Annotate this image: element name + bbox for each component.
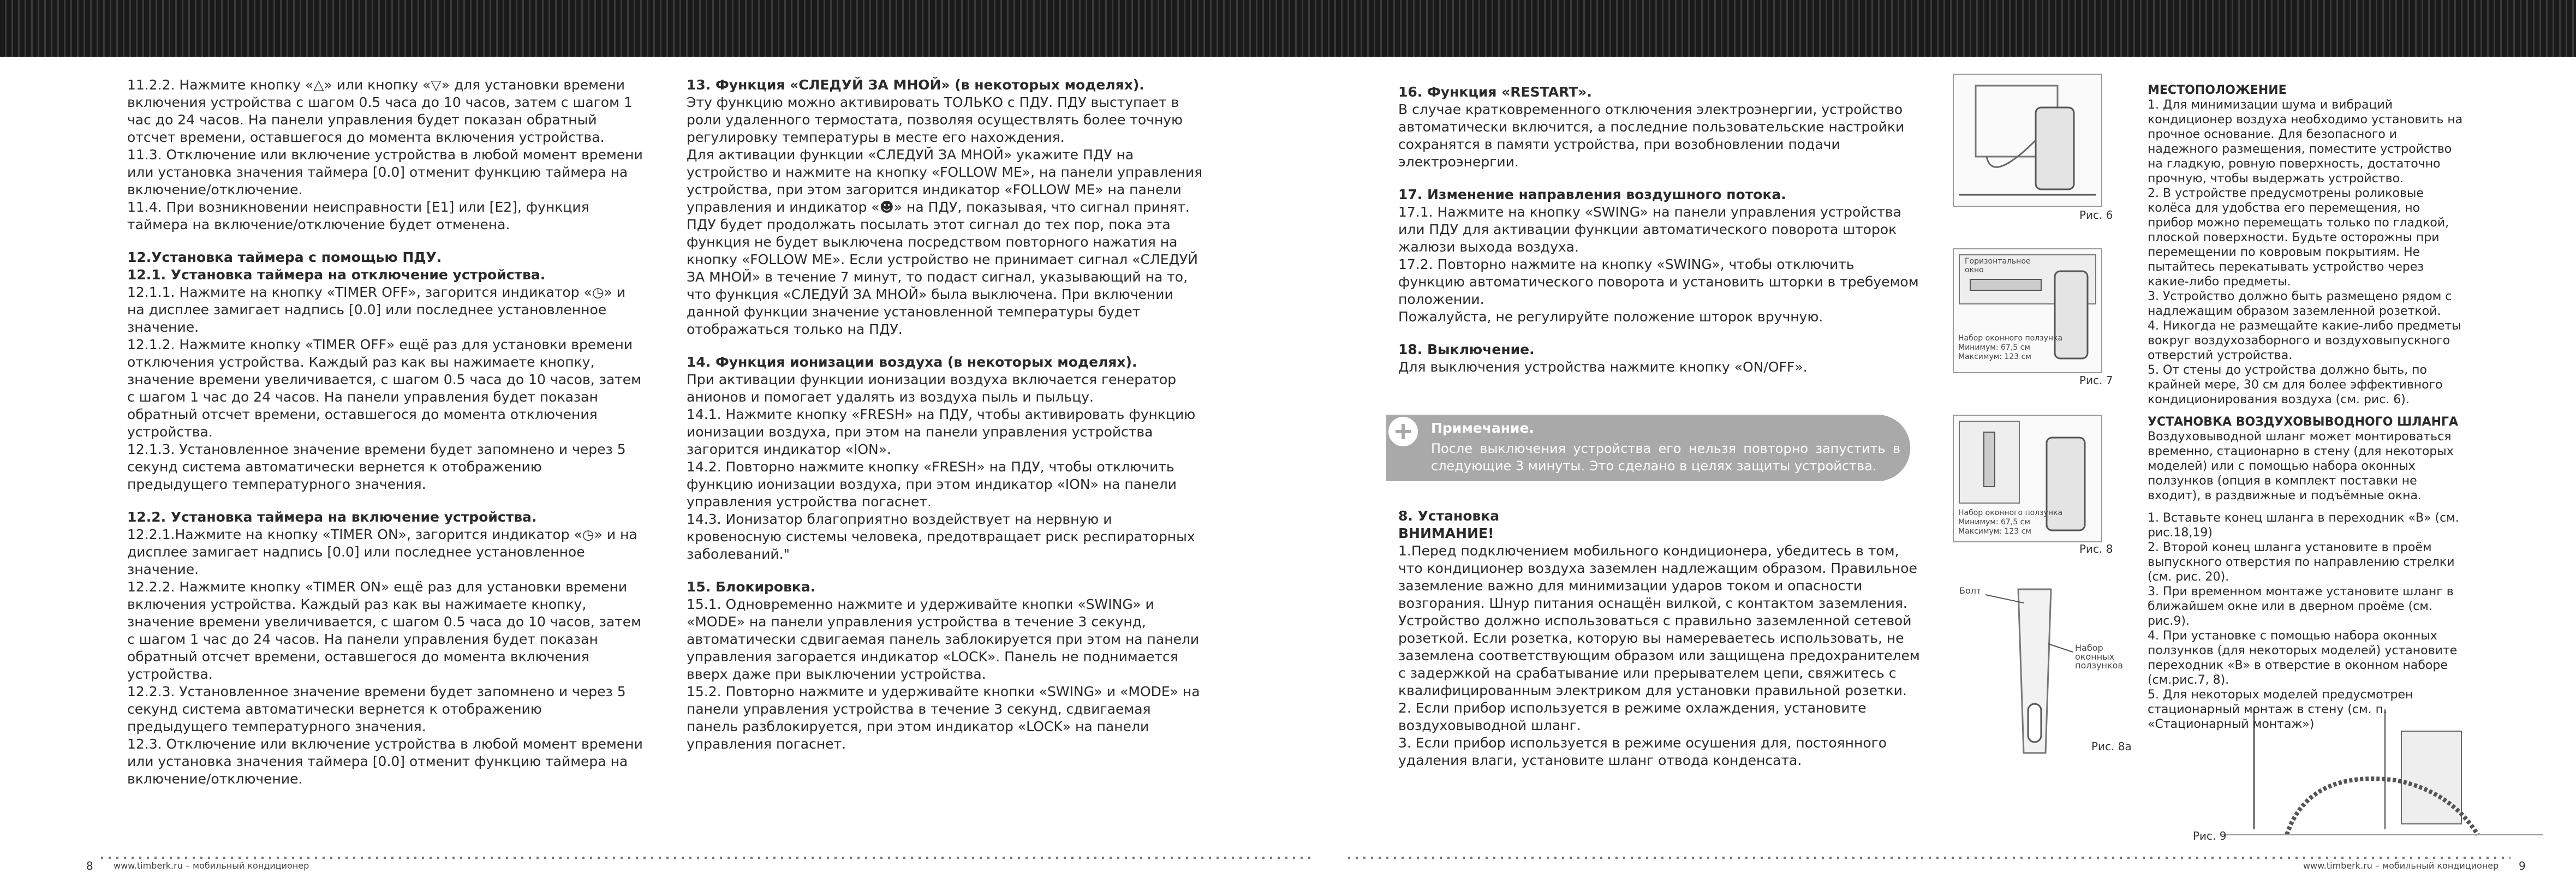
section-heading: МЕСТОПОЛОЖЕНИЕ	[2148, 83, 2287, 97]
note-body: После выключения устройства его нельзя повторно запустить в следующие 3 минуты. Это сделано в целях защиты устройства.	[1431, 441, 1900, 474]
paragraph: 1.Перед подключением мобильного кондиционера, убедитесь в том, что кондиционер воздуха заземлен надлежащим образом. Правильное заземление важно для минимизации ударов током и опасности возгорания. Шнур питания оснащён вилкой, с контактом заземления. Устройство должно использоваться с правильно заземленной сетевой розеткой. Если розетка, которую вы намереваетесь использовать, не заземлена соответствующим образом или защищена предохранителем с задержкой на срабатывание или прерывателем цепи, свяжитесь с квалифицированным электриком для установки правильной розетки.	[1398, 543, 1920, 698]
section-heading: 17. Изменение направления воздушного потока.	[1398, 187, 1786, 202]
figure-8-label-set: Набор оконного ползунка	[1958, 509, 2063, 517]
column-4	[2148, 83, 2464, 732]
footer-text-right: www.timberk.ru – мобильный кондиционер	[2303, 860, 2499, 871]
figure-7-label-min: Минимум: 67,5 см	[1958, 343, 2030, 352]
figure-8-label-max: Максимум: 123 см	[1958, 527, 2031, 536]
paragraph: 2. В устройстве предусмотрены роликовые колёса для удобства его перемещения, но прибор можно перемещать только по гладкой, плоской поверхности. Будьте осторожны при перемещении по ковровым покрытиям. Не пытайтесь перекатывать устройство через какие-либо предметы.	[2148, 187, 2449, 289]
paragraph: 11.3. Отключение или включение устройства в любой момент времени или установка значения таймера [0.0] отменит функцию таймера на включение/отключение.	[127, 147, 643, 198]
paragraph: 12.3. Отключение или включение устройства в любой момент времени или установка значения таймера [0.0] отменит функцию таймера на включение/отключение.	[127, 736, 643, 787]
subsection-heading: 12.2. Установка таймера на включение устройства.	[127, 509, 537, 525]
paragraph: 2. Второй конец шланга установите в проём выпускного отверстия по направлению стрелки (см. рис. 20).	[2148, 541, 2455, 584]
figure-6-caption: Рис. 6	[2079, 208, 2113, 222]
paragraph: 1. Для минимизации шума и вибраций кондиционер воздуха необходимо установить на прочное основание. Для безопасного и надежного размещения, поместите устройство на гладкую, ровную поверхность, достаточно прочную, чтобы выдержать устройство.	[2148, 98, 2463, 186]
figure-7-label-window: Горизонтальное окно	[1965, 257, 2031, 274]
paragraph: 12.2.2. Нажмите кнопку «TIMER ON» ещё раз для установки времени включения устройства. Каждый раз как вы нажимаете кнопку, значение времени увеличивается, с шагом 0.5 часа до 10 часов, затем с шагом 1 час до 24 часов. На панели управления будет показан обратный отсчет времени, оставшегося до момента включения устройства.	[127, 579, 642, 682]
paragraph: 5. Для некоторых моделей предусмотрен стационарный монтаж в стену (см. п. «Стационарный монтаж»)	[2148, 688, 2413, 731]
paragraph: 14.3. Ионизатор благоприятно воздействует на нервную и кровеносную системы человека, предотвращает риск респираторных заболеваний."	[687, 511, 1195, 562]
paragraph: При активации функции ионизации воздуха включается генератор анионов и помогает удалять из воздуха пыль и пыльцу.	[687, 372, 1177, 405]
paragraph: 3. Устройство должно быть размещено рядом с надлежащим образом заземленной розеткой.	[2148, 290, 2452, 318]
paragraph: 12.1.1. Нажмите на кнопку «TIMER OFF», загорится индикатор «◷» и на дисплее замигает надпись [0.0] или последнее установленное значение.	[127, 284, 626, 335]
figure-6	[1953, 74, 2102, 207]
paragraph: Эту функцию можно активировать ТОЛЬКО с ПДУ. ПДУ выступает в роли удаленного термостата, позволяя осуществлять более точную регулировку температуры в месте его нахождения.	[687, 94, 1183, 145]
paragraph: 14.2. Повторно нажмите кнопку «FRESH» на ПДУ, чтобы отключить функцию ионизации воздуха, при этом индикатор «ION» на панели управления устройства погаснет.	[687, 459, 1177, 510]
paragraph: 12.1.3. Установленное значение времени будет запомнено и через 5 секунд система автоматически вернется к отображению предыдущего температурного значения.	[127, 441, 626, 492]
paragraph: 15.1. Одновременно нажмите и удерживайте кнопки «SWING» и «MODE» на панели управления устройства в течение 3 секунд, автоматически сдвигаемая панель заблокируется при этом на панели управления загорается индикатор «LOCK». Панель не поднимается вверх даже при выключении устройства.	[687, 596, 1200, 682]
paragraph: Для выключения устройства нажмите кнопку «ON/OFF».	[1398, 359, 1808, 375]
section-heading: 14. Функция ионизации воздуха (в некоторых моделях).	[687, 354, 1137, 370]
paragraph: 3. При временном монтаже установите шланг в ближайшем окне или в дверном проёме (см. рис.9).	[2148, 585, 2454, 628]
figure-8-label-min: Минимум: 67,5 см	[1958, 518, 2030, 527]
column-3-top	[1398, 83, 1922, 376]
section-heading: 13. Функция «СЛЕДУЙ ЗА МНОЙ» (в некоторых моделях).	[687, 77, 1144, 93]
section-heading: 15. Блокировка.	[687, 579, 816, 595]
figure-8-caption: Рис. 8	[2079, 542, 2113, 555]
section-heading: УСТАНОВКА ВОЗДУХОВЫВОДНОГО ШЛАНГА	[2148, 415, 2459, 429]
figure-7-label-max: Максимум: 123 см	[1958, 352, 2031, 361]
page-number-left: 8	[86, 859, 93, 872]
warning-heading: ВНИМАНИЕ!	[1398, 525, 1494, 541]
figure-8a-caption: Рис. 8а	[2091, 740, 2132, 753]
column-1	[127, 76, 643, 788]
paragraph: Пожалуйста, не регулируйте положение шторок вручную.	[1398, 309, 1823, 325]
note-title: Примечание.	[1431, 420, 1535, 436]
footer-text-left: www.timberk.ru – мобильный кондиционер	[114, 860, 309, 871]
paragraph: 11.2.2. Нажмите кнопку «△» или кнопку «▽» для установки времени включения устройства с шагом 0.5 часа до 10 часов, затем с шагом 1 час до 24 часов. На панели управления будет показан обратный отсчет времени, оставшегося до момента включения устройства.	[127, 77, 633, 145]
paragraph: 15.2. Повторно нажмите и удерживайте кнопки «SWING» и «MODE» на панели управления устройства в течение 3 секунд, сдвигаемая панель разблокируется, при этом индикатор «LOCK» на панели управления погаснет.	[687, 684, 1200, 752]
paragraph: 12.1.2. Нажмите кнопку «TIMER OFF» ещё раз для установки времени отключения устройства. Каждый раз как вы нажимаете кнопку, значение времени увеличивается, с шагом 0.5 часа до 10 часов, затем с шагом 1 час до 24 часов. На панели управления будет показан обратный отсчет времени, оставшегося до момента отключения устройства.	[127, 337, 642, 440]
plus-icon	[1388, 417, 1418, 446]
column-3-bottom	[1398, 507, 1922, 769]
paragraph: 2. Если прибор используется в режиме охлаждения, установите воздуховыводной шланг.	[1398, 700, 1867, 733]
subsection-heading: 12.1. Установка таймера на отключение устройства.	[127, 267, 546, 283]
figure-6-drawing	[1954, 75, 2101, 206]
note-box	[1386, 415, 1910, 481]
paragraph: 1. Вставьте конец шланга в переходник «В» (см. рис.18,19)	[2148, 511, 2459, 540]
section-heading: 18. Выключение.	[1398, 342, 1535, 357]
figure-7-label-set: Набор оконного ползунка	[1958, 334, 2063, 343]
paragraph: 3. Если прибор используется в режиме осушения для, постоянного удаления влаги, установите шланг отвода конденсата.	[1398, 735, 1887, 768]
paragraph: 11.4. При возникновении неисправности [E1] или [E2], функция таймера на включение/отключение будет отменена.	[127, 199, 589, 232]
figure-8a-label-bolt: Болт	[1959, 585, 1982, 596]
paragraph: 5. От стены до устройства должно быть, по крайней мере, 30 см для более эффективного кондиционирования воздуха (см. рис. 6).	[2148, 363, 2443, 406]
figure-7-caption: Рис. 7	[2079, 374, 2113, 387]
section-heading: 16. Функция «RESTART».	[1398, 84, 1592, 100]
section-heading: 12.Установка таймера с помощью ПДУ.	[127, 249, 442, 265]
footer-dots-left	[101, 857, 1313, 859]
figure-8a-label-set: Набор оконных ползунков	[2075, 643, 2123, 671]
column-2	[687, 76, 1205, 753]
figure-9-caption: Рис. 9	[2193, 829, 2227, 842]
paragraph: Воздуховыводной шланг может монтироваться временно, стационарно в стену (для некоторых моделей) или с помощью набора оконных ползунков (опция в комплект поставки не входит), в раздвижные и подъёмные окна.	[2148, 430, 2454, 503]
paragraph: 14.1. Нажмите кнопку «FRESH» на ПДУ, чтобы активировать функцию ионизации воздуха, при этом на панели управления устройства загорится индикатор «ION».	[687, 406, 1196, 457]
paragraph: 4. Никогда не размещайте какие-либо предметы вокруг воздухозаборного и воздуховыпускного отверстий устройства.	[2148, 319, 2461, 362]
paragraph: 12.2.1.Нажмите на кнопку «TIMER ON», загорится индикатор «◷» и на дисплее замигает надпись [0.0] или последнее установленное значение.	[127, 527, 637, 577]
paragraph: В случае кратковременного отключения электроэнергии, устройство автоматически включится, а последние пользовательские настройки сохранятся в памяти устройства, при возобновлении подачи электроэнергии.	[1398, 101, 1905, 170]
figure-8	[1953, 415, 2102, 542]
paragraph: 17.2. Повторно нажмите на кнопку «SWING», чтобы отключить функцию автоматического поворота и установить шторки в требуемом положении.	[1398, 256, 1919, 307]
paragraph: 4. При установке с помощью набора оконных ползунков (для некоторых моделей) установите переходник «В» в отверстие в оконном наборе (см.рис.7, 8).	[2148, 629, 2458, 687]
paragraph: Для активации функции «СЛЕДУЙ ЗА МНОЙ» укажите ПДУ на устройство и нажмите на кнопку «FOLLOW ME», на панели управления устройства, при этом загорится индикатор «FOLLOW ME» на панели управления и индикатор «☻» на ПДУ, показывая, что сигнал принят. ПДУ будет продолжать посылать этот сигнал до тех пор, пока эта функция не будет выключена посредством повторного нажатия на кнопку «FOLLOW ME». Если устройство не принимает сигнал «СЛЕДУЙ ЗА МНОЙ» в течение 7 минут, то подаст сигнал, указывающий на то, что функция «СЛЕДУЙ ЗА МНОЙ» была выключена. При включении данной функции значение установленной температуры будет отображаться только на ПДУ.	[687, 147, 1203, 337]
figure-7	[1953, 248, 2102, 373]
paragraph: 17.1. Нажмите на кнопку «SWING» на панели управления устройства или ПДУ для активации функции автоматического поворота шторок жалюзи выхода воздуха.	[1398, 204, 1901, 255]
footer-dots-right	[1348, 857, 2511, 859]
section-heading: 8. Установка	[1398, 508, 1500, 524]
page-number-right: 9	[2519, 859, 2526, 872]
paragraph: 12.2.3. Установленное значение времени будет запомнено и через 5 секунд система автоматически вернется к отображению предыдущего температурного значения.	[127, 684, 626, 734]
top-decorative-band	[0, 0, 2576, 57]
